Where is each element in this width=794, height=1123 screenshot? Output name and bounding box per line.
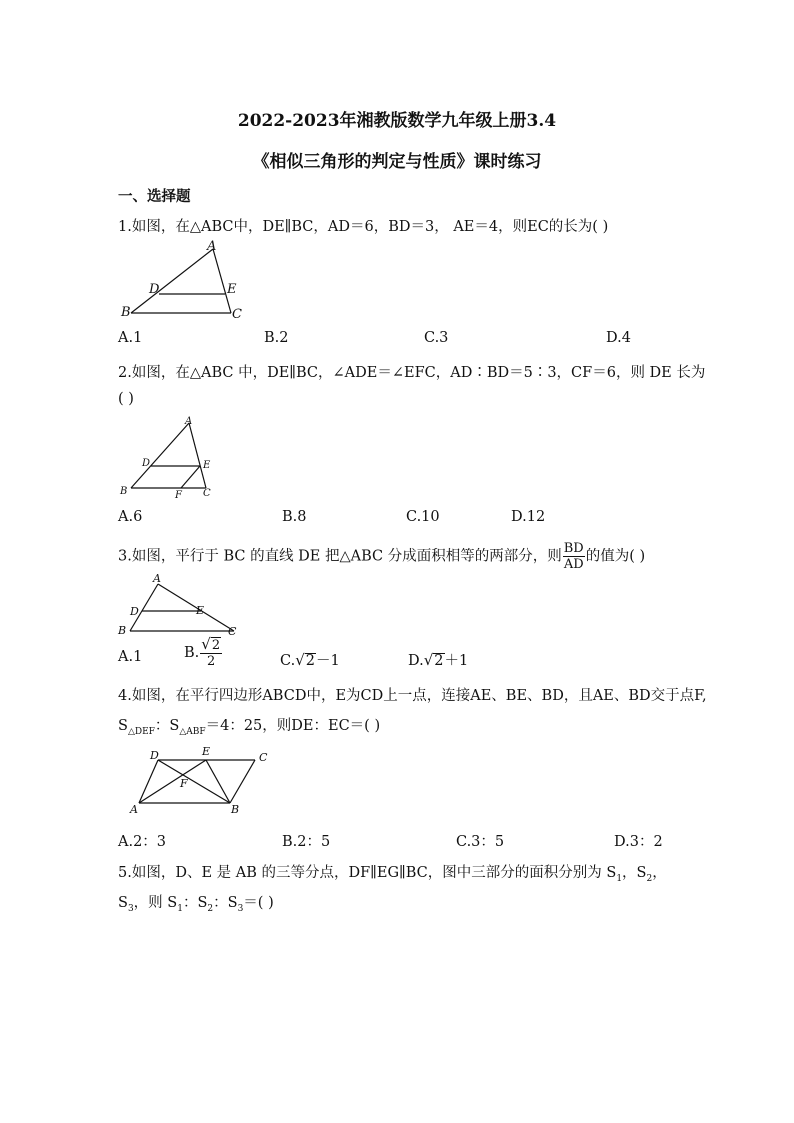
- label-E: E: [203, 460, 211, 471]
- label-D: D: [149, 282, 160, 297]
- q1-option-b: B.2: [264, 330, 289, 346]
- label-E: E: [202, 745, 211, 758]
- question-5-stem-cont: $S_3$，则 $S_1$：$S_2$：$S_3=$( ): [118, 895, 274, 914]
- section-heading: 一、选择题: [118, 188, 191, 205]
- label-D: D: [130, 605, 139, 618]
- q1-option-c: C.3: [424, 330, 449, 346]
- label-C: C: [203, 488, 211, 499]
- question-5-stem: 5.如图，D、E 是 AB 的三等分点，DF∥EG∥BC，图中三部分的面积分别为 $S_1$，$S_2$，: [118, 865, 667, 884]
- q1-option-a: A.1: [118, 330, 143, 346]
- question-4-stem-cont: $S_{\triangle DEF}$：$S_{\triangle ABF}=4$：25，则DE：EC＝( ): [118, 718, 381, 737]
- label-A: A: [207, 239, 217, 254]
- page-title: 2022-2023年湘教版数学九年级上册3.4: [237, 111, 557, 131]
- q3-fraction-den: AD: [563, 557, 584, 572]
- q3-fraction-num: BD: [563, 541, 584, 556]
- label-A: A: [130, 803, 138, 816]
- question-2-figure: [115, 412, 225, 502]
- page-subtitle: 《相似三角形的判定与性质》课时练习: [252, 152, 542, 172]
- question-4-figure: [120, 742, 280, 820]
- q2-option-a: A.6: [118, 509, 143, 525]
- label-B: B: [121, 305, 131, 320]
- question-1-stem: 1.如图，在△ABC中，DE∥BC，AD＝6，BD＝3， AE＝4，则EC的长为( ): [118, 219, 609, 235]
- label-A: A: [185, 416, 193, 427]
- question-2-stem-cont: ( ): [118, 391, 134, 407]
- question-1-figure: [115, 238, 255, 324]
- q3-fraction: [563, 541, 585, 572]
- label-B: B: [120, 486, 128, 497]
- label-C: C: [259, 751, 268, 764]
- q3-stem-post: 的值为( ): [585, 548, 646, 565]
- q3-option-d: D.√2＋1: [408, 651, 469, 669]
- q4-option-c: C.3：5: [456, 834, 505, 850]
- q3-option-a: A.1: [118, 649, 143, 665]
- q3-option-b-fraction: $\frac{√2}{2}$: [201, 635, 221, 669]
- question-3-stem: [118, 541, 645, 572]
- label-F: F: [175, 490, 182, 501]
- q2-option-c: C.10: [406, 509, 440, 525]
- q4-option-b: B.2：5: [282, 834, 331, 850]
- q3-option-b: B. $\frac{√2}{2}$: [184, 635, 221, 669]
- label-F: F: [180, 777, 188, 790]
- label-A: A: [153, 572, 161, 585]
- q1-option-d: D.4: [606, 330, 631, 346]
- label-C: C: [232, 307, 242, 322]
- q2-option-b: B.8: [282, 509, 307, 525]
- label-E: E: [227, 282, 237, 297]
- label-C: C: [228, 625, 237, 638]
- question-4-stem: 4.如图，在平行四边形ABCD中，E为CD上一点，连接AE、BE、BD，且AE、BD交于点F,: [118, 688, 707, 704]
- q3-stem-pre: 3.如图，平行于 BC 的直线 DE 把△ABC 分成面积相等的两部分，则: [118, 548, 562, 565]
- label-D: D: [142, 458, 151, 469]
- q4-option-d: D.3：2: [614, 834, 663, 850]
- q3-option-c: C.√2－1: [280, 651, 340, 669]
- question-3-figure: [115, 572, 250, 638]
- label-B: B: [231, 803, 240, 816]
- label-D: D: [150, 749, 159, 762]
- q2-option-d: D.12: [511, 509, 546, 525]
- label-B: B: [118, 624, 127, 637]
- label-E: E: [196, 604, 205, 617]
- q4-option-a: A.2：3: [118, 834, 167, 850]
- question-2-stem: 2.如图，在△ABC 中，DE∥BC，∠ADE＝∠EFC，AD∶BD＝5∶3，CF＝6，则 DE 长为: [118, 365, 706, 381]
